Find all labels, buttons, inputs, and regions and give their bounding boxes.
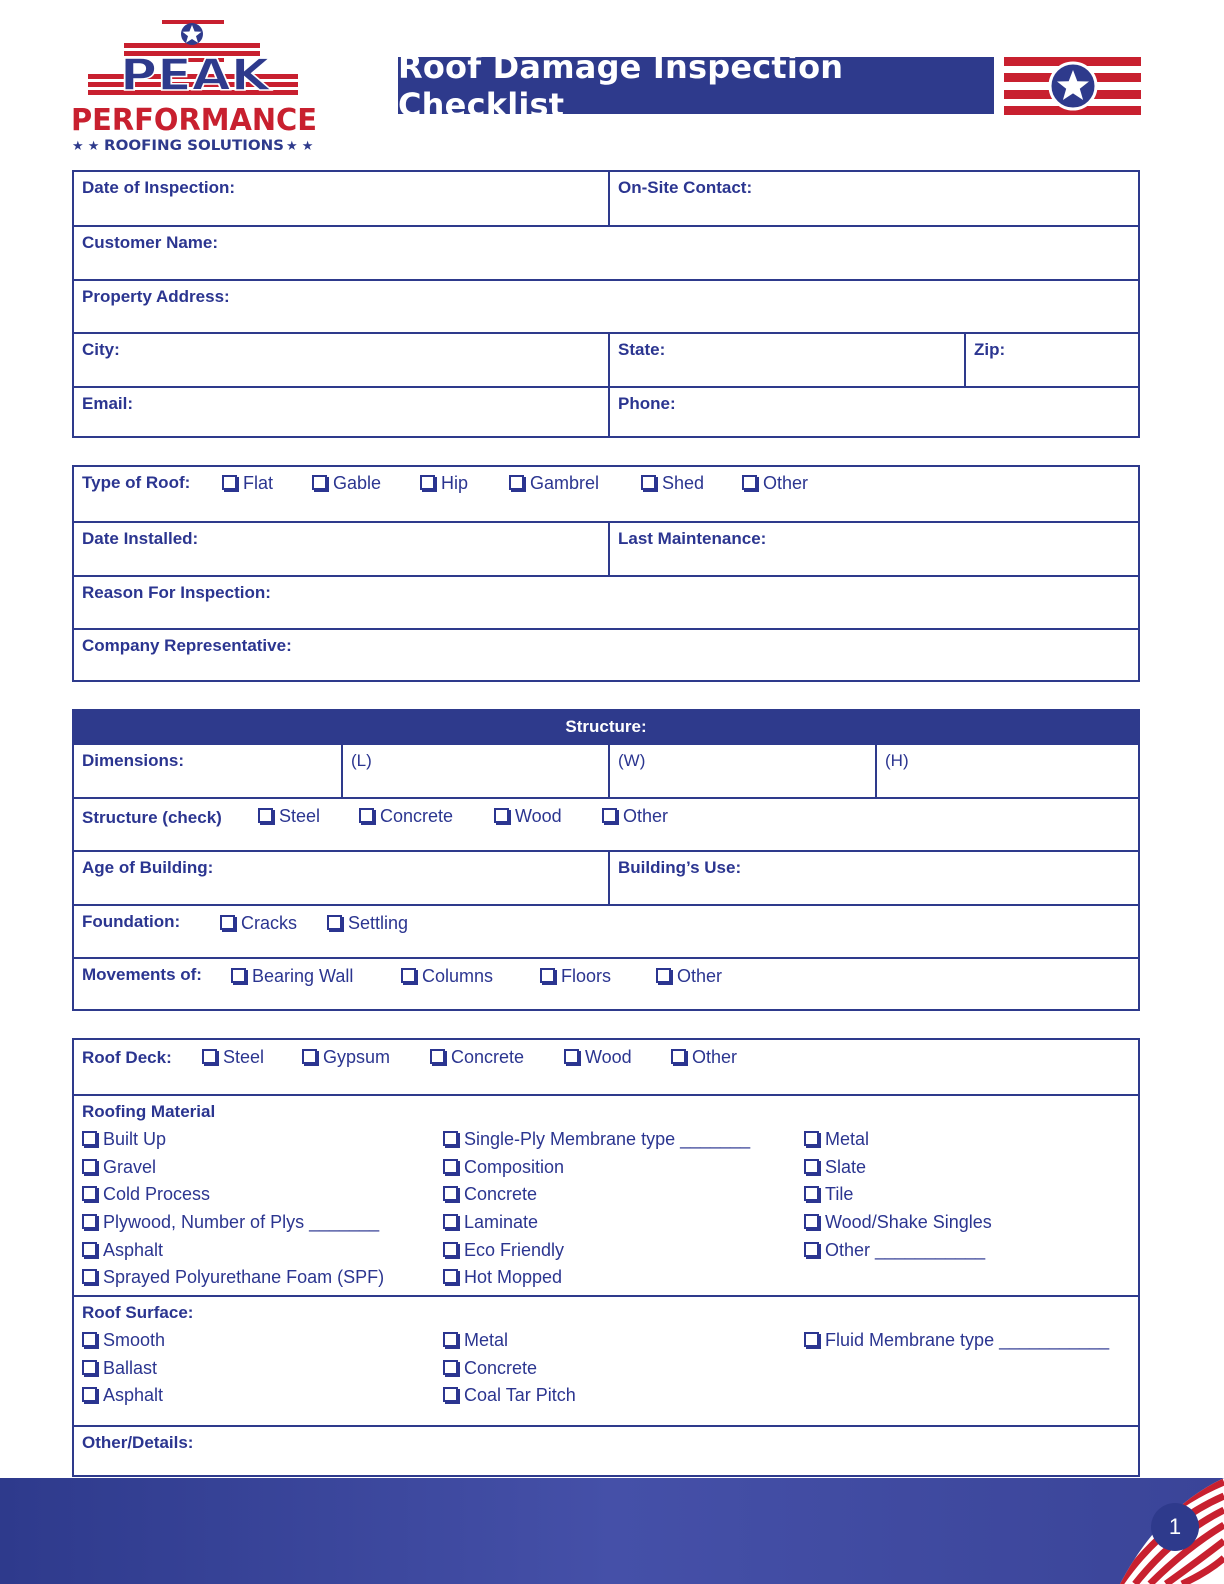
customer-name-field[interactable] [74, 227, 1138, 279]
roof-material-table [72, 1038, 1140, 1477]
material-single-ply-checkbox[interactable]: Single-Ply Membrane type _______ [443, 1126, 750, 1154]
dimensions-cell [74, 745, 341, 797]
material-other-checkbox[interactable]: Other ___________ [804, 1237, 992, 1265]
email-label: Email: [82, 394, 134, 413]
surface-list-col2 [443, 1327, 576, 1410]
surface-asphalt-checkbox[interactable]: Asphalt [82, 1382, 165, 1410]
date-installed-field[interactable] [74, 523, 608, 575]
city-field[interactable] [74, 334, 608, 386]
foundation-settling-checkbox[interactable]: Settling [327, 913, 408, 934]
movement-columns-checkbox[interactable]: Columns [401, 966, 493, 987]
deck-other-checkbox[interactable]: Other [671, 1047, 737, 1068]
zip-label: Zip: [974, 340, 1006, 359]
height-label: (H) [885, 751, 909, 770]
movement-floors-checkbox[interactable]: Floors [540, 966, 611, 987]
surface-metal-checkbox[interactable]: Metal [443, 1327, 576, 1355]
roof-type-gable-checkbox[interactable]: Gable [312, 473, 381, 494]
material-asphalt-checkbox[interactable]: Asphalt [82, 1237, 384, 1265]
reason-for-inspection-label: Reason For Inspection: [82, 583, 271, 602]
surface-smooth-checkbox[interactable]: Smooth [82, 1327, 165, 1355]
logo-roofing-solutions-text: ROOFING SOLUTIONS [104, 138, 284, 153]
age-of-building-field[interactable] [74, 852, 608, 904]
surface-fluid-membrane-checkbox[interactable]: Fluid Membrane type ___________ [804, 1327, 1109, 1355]
contact-info-table [72, 170, 1140, 438]
material-metal-checkbox[interactable]: Metal [804, 1126, 992, 1154]
movement-other-checkbox[interactable]: Other [656, 966, 722, 987]
material-spf-checkbox[interactable]: Sprayed Polyurethane Foam (SPF) [82, 1264, 384, 1292]
material-concrete-checkbox[interactable]: Concrete [443, 1181, 750, 1209]
material-laminate-checkbox[interactable]: Laminate [443, 1209, 750, 1237]
structure-steel-checkbox[interactable]: Steel [258, 806, 320, 827]
surface-concrete-checkbox[interactable]: Concrete [443, 1355, 576, 1383]
age-of-building-label: Age of Building: [82, 858, 214, 877]
material-cold-process-checkbox[interactable]: Cold Process [82, 1181, 384, 1209]
last-maintenance-field[interactable] [608, 523, 1138, 575]
structure-check-label: Structure (check) [82, 808, 222, 827]
surface-coal-tar-pitch-checkbox[interactable]: Coal Tar Pitch [443, 1382, 576, 1410]
logo-stars-left: ★ ★ [72, 139, 100, 153]
material-tile-checkbox[interactable]: Tile [804, 1181, 992, 1209]
deck-wood-checkbox[interactable]: Wood [564, 1047, 632, 1068]
material-plywood-checkbox[interactable]: Plywood, Number of Plys _______ [82, 1209, 384, 1237]
roof-type-gambrel-checkbox[interactable]: Gambrel [509, 473, 599, 494]
reason-for-inspection-field[interactable] [74, 577, 1138, 628]
roof-info-table [72, 465, 1140, 682]
type-of-roof-label: Type of Roof: [82, 473, 191, 492]
surface-ballast-checkbox[interactable]: Ballast [82, 1355, 165, 1383]
structure-check-row [74, 799, 1138, 850]
type-of-roof-row [74, 467, 1138, 521]
page-number: 1 [1151, 1503, 1199, 1551]
other-details-label: Other/Details: [82, 1433, 194, 1452]
company-representative-field[interactable] [74, 630, 1138, 680]
movements-label: Movements of: [82, 965, 202, 984]
roof-type-hip-checkbox[interactable]: Hip [420, 473, 468, 494]
height-field[interactable] [875, 745, 1138, 797]
material-slate-checkbox[interactable]: Slate [804, 1154, 992, 1182]
structure-concrete-checkbox[interactable]: Concrete [359, 806, 453, 827]
other-details-field[interactable] [74, 1427, 1138, 1475]
buildings-use-label: Building’s Use: [618, 858, 742, 877]
on-site-contact-label: On-Site Contact: [618, 178, 753, 197]
phone-label: Phone: [618, 394, 676, 413]
roof-type-other-checkbox[interactable]: Other [742, 473, 808, 494]
date-of-inspection-label: Date of Inspection: [82, 178, 236, 197]
roof-surface-section [74, 1295, 1138, 1425]
property-address-field[interactable] [74, 281, 1138, 332]
foundation-row [74, 906, 1138, 957]
zip-field[interactable] [964, 334, 1138, 386]
material-gravel-checkbox[interactable]: Gravel [82, 1154, 384, 1182]
material-list-col3 [804, 1126, 992, 1264]
state-label: State: [618, 340, 666, 359]
roofing-material-label: Roofing Material [82, 1102, 216, 1121]
company-representative-label: Company Representative: [82, 636, 292, 655]
roofing-material-section [74, 1094, 1138, 1295]
structure-header: Structure: [74, 711, 1138, 743]
movement-bearing-wall-checkbox[interactable]: Bearing Wall [231, 966, 353, 987]
page-title: Roof Damage Inspection Checklist [398, 57, 994, 114]
deck-steel-checkbox[interactable]: Steel [202, 1047, 264, 1068]
buildings-use-field[interactable] [608, 852, 1138, 904]
date-of-inspection-field[interactable] [74, 172, 608, 225]
email-field[interactable] [74, 388, 608, 436]
structure-table [72, 709, 1140, 1011]
logo-performance-text: PERFORMANCE [71, 103, 317, 138]
material-hot-mopped-checkbox[interactable]: Hot Mopped [443, 1264, 750, 1292]
logo-stars-right: ★ ★ [286, 139, 314, 153]
structure-wood-checkbox[interactable]: Wood [494, 806, 562, 827]
material-list-col2 [443, 1126, 750, 1292]
surface-list-col1 [82, 1327, 165, 1410]
property-address-label: Property Address: [82, 287, 230, 306]
width-label: (W) [618, 751, 646, 770]
structure-other-checkbox[interactable]: Other [602, 806, 668, 827]
length-label: (L) [351, 751, 372, 770]
last-maintenance-label: Last Maintenance: [618, 529, 767, 548]
deck-concrete-checkbox[interactable]: Concrete [430, 1047, 524, 1068]
flag-star-icon [1004, 57, 1141, 115]
deck-gypsum-checkbox[interactable]: Gypsum [302, 1047, 390, 1068]
phone-field[interactable] [608, 388, 1138, 436]
foundation-label: Foundation: [82, 912, 181, 931]
material-wood-shake-checkbox[interactable]: Wood/Shake Singles [804, 1209, 992, 1237]
roof-surface-label: Roof Surface: [82, 1303, 194, 1322]
customer-name-label: Customer Name: [82, 233, 219, 252]
roof-deck-row [74, 1040, 1138, 1094]
date-installed-label: Date Installed: [82, 529, 199, 548]
footer-banner [0, 1478, 1224, 1584]
length-field[interactable] [341, 745, 608, 797]
width-field[interactable] [608, 745, 875, 797]
on-site-contact-field[interactable] [608, 172, 1138, 225]
dimensions-label: Dimensions: [82, 751, 185, 770]
surface-list-col3 [804, 1327, 1109, 1355]
movements-row [74, 959, 1138, 1009]
foundation-cracks-checkbox[interactable]: Cracks [220, 913, 297, 934]
roof-deck-label: Roof Deck: [82, 1048, 172, 1067]
company-logo [70, 18, 320, 153]
material-eco-friendly-checkbox[interactable]: Eco Friendly [443, 1237, 750, 1265]
material-built-up-checkbox[interactable]: Built Up [82, 1126, 384, 1154]
state-field[interactable] [608, 334, 964, 386]
roof-type-shed-checkbox[interactable]: Shed [641, 473, 704, 494]
logo-peak-text: PEAK [120, 50, 273, 101]
material-composition-checkbox[interactable]: Composition [443, 1154, 750, 1182]
city-label: City: [82, 340, 120, 359]
roof-type-flat-checkbox[interactable]: Flat [222, 473, 273, 494]
material-list-col1 [82, 1126, 384, 1292]
